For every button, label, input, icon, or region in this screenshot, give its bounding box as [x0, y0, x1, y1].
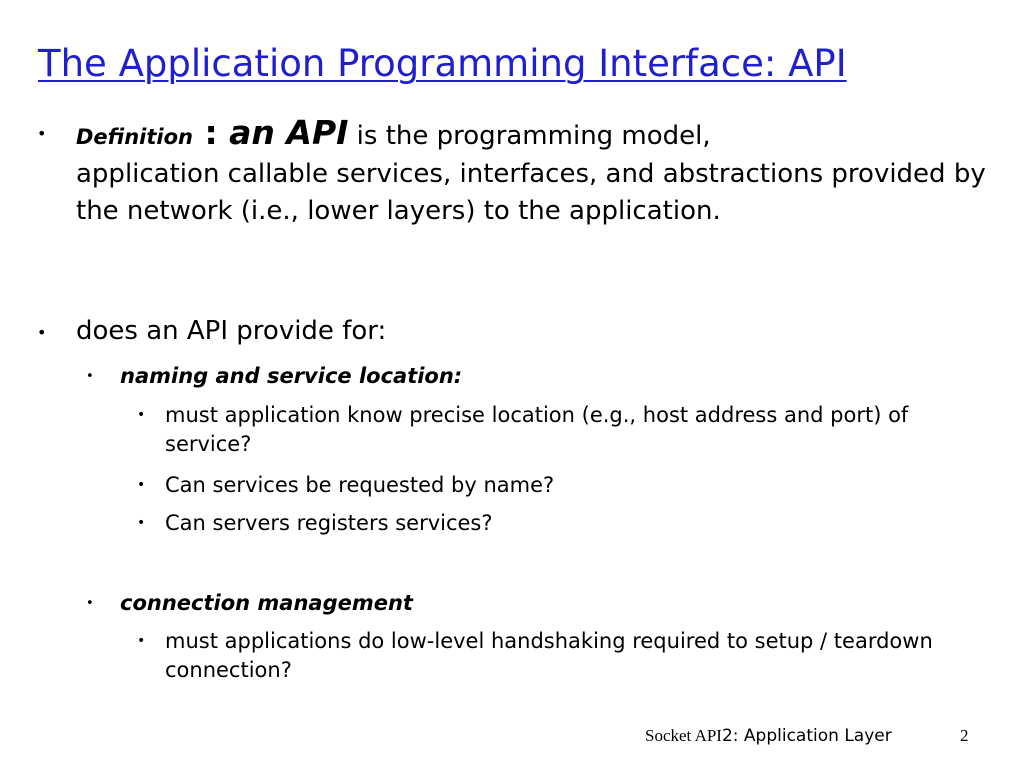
slide-title: The Application Programming Interface: API: [38, 42, 847, 85]
footer-course-label: Socket API: [645, 726, 722, 745]
definition-colon: :: [192, 113, 230, 152]
naming-item: [137, 471, 985, 500]
definition-label: Definition: [76, 125, 193, 149]
naming-item-text: Can servers registers services?: [165, 511, 493, 535]
naming-bullet: [86, 362, 990, 390]
footer-chapter-label: 2: Application Layer: [721, 726, 892, 746]
definition-first-line: [76, 114, 996, 156]
connection-heading: connection management: [120, 591, 413, 615]
naming-heading: naming and service location:: [120, 364, 463, 388]
bullet-dot: •: [137, 633, 146, 649]
bullet-dot: •: [86, 596, 94, 611]
question-text: does an API provide for:: [76, 316, 387, 346]
bullet-dot: •: [137, 515, 146, 531]
naming-item: [137, 401, 985, 459]
bullet-dot: •: [37, 124, 47, 143]
connection-item: [137, 627, 985, 685]
page-number: 2: [960, 726, 969, 745]
connection-bullet: [86, 589, 990, 617]
definition-text-rest: application callable services, interfaces, and abstractions provided by the network (i.e., lower layers) to the application.: [76, 159, 986, 226]
bullet-dot: •: [137, 477, 146, 493]
bullet-dot: •: [37, 323, 47, 342]
slide-footer: [645, 725, 892, 747]
definition-text-first: is the programming model,: [348, 121, 711, 151]
naming-item-text: Can services be requested by name?: [165, 473, 555, 497]
bullet-dot: •: [86, 369, 94, 384]
naming-item-text: must application know precise location (e.g., host address and port) of service?: [165, 403, 909, 456]
connection-item-text: must applications do low-level handshaking required to setup / teardown connection?: [165, 629, 933, 682]
naming-item: [137, 509, 985, 538]
definition-bullet: [37, 113, 996, 230]
definition-term: an API: [229, 113, 349, 152]
bullet-dot: •: [137, 407, 146, 423]
question-bullet: [37, 313, 996, 350]
